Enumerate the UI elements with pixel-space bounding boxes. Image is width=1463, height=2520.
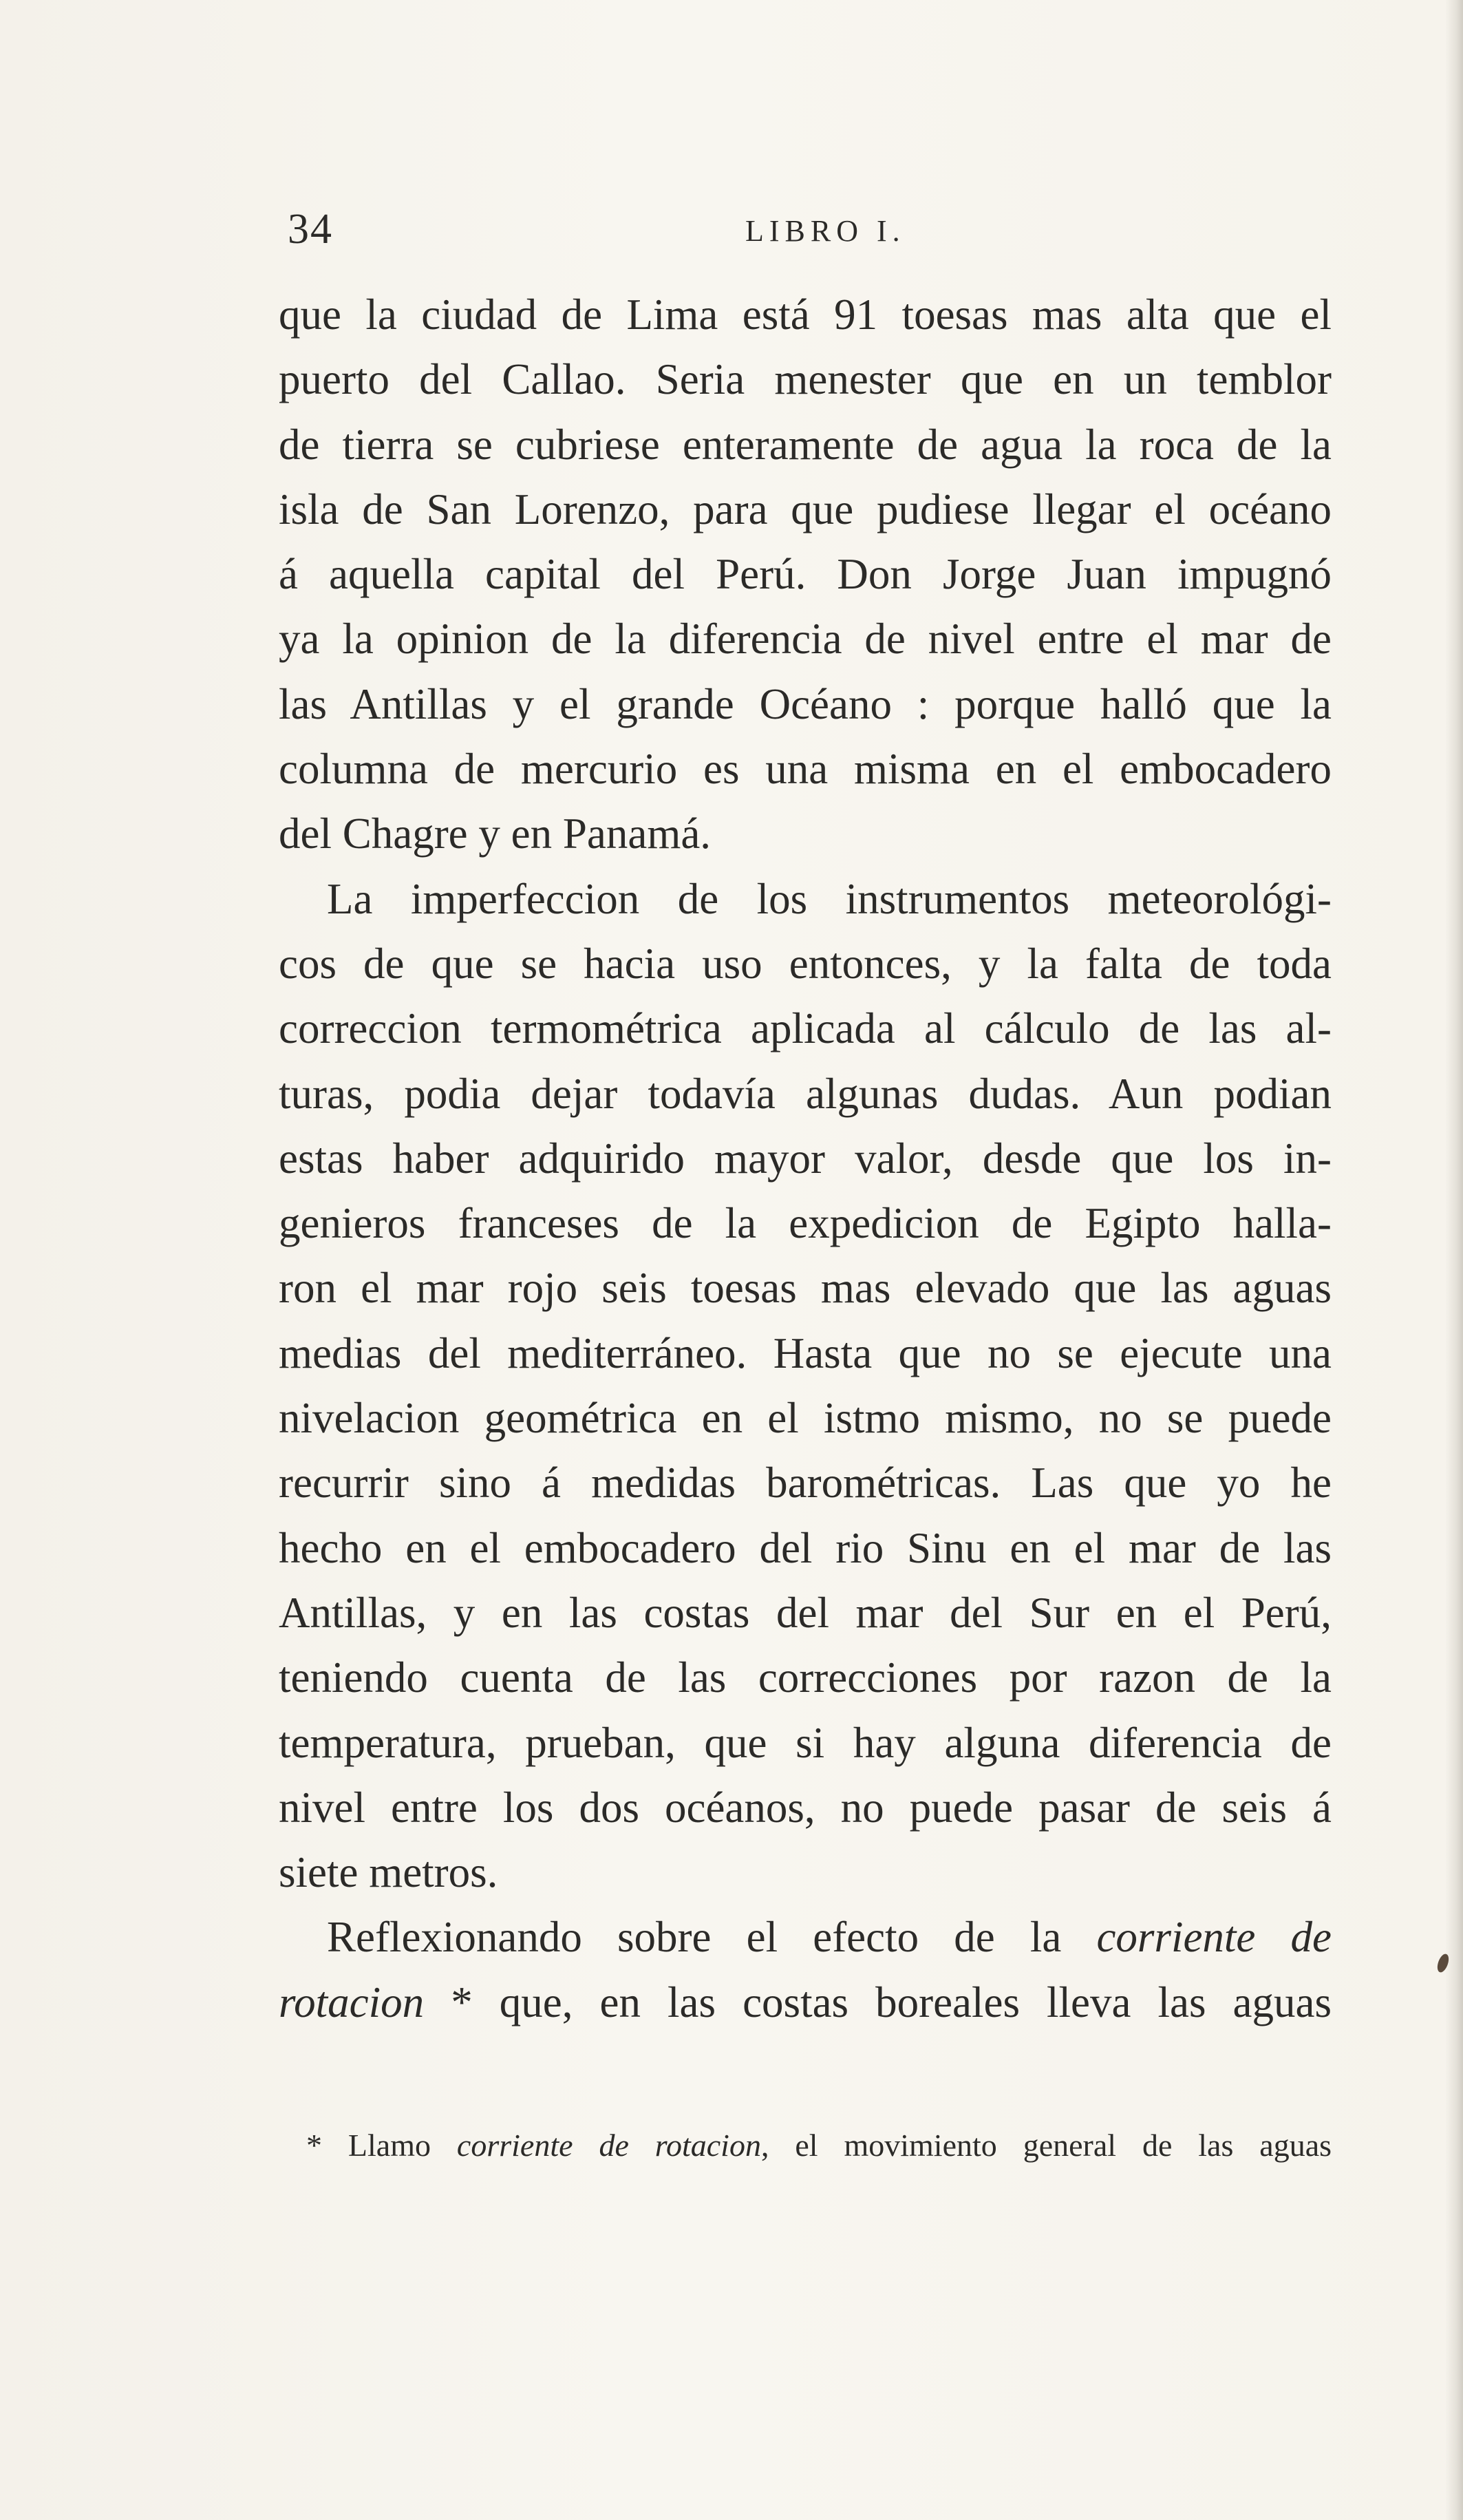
text-line: ron el mar rojo seis toesas mas elevado que las aguas (279, 1264, 1332, 1313)
text-line (279, 1905, 1332, 1969)
text-line: que la ciudad de Lima está 91 toesas mas alta que el (279, 290, 1332, 339)
text-line: La imperfeccion de los instrumentos meteorológi- (327, 874, 1332, 923)
text-span: Reflexionando sobre el efecto de la (327, 1913, 1097, 1962)
running-head: LIBRO I. (745, 214, 906, 248)
text-line: de tierra se cubriese enteramente de agua la roca de la (279, 420, 1332, 469)
text-line: cos de que se hacia uso entonces, y la falta de toda (279, 939, 1332, 988)
footnote (306, 2121, 1332, 2170)
text-line: teniendo cuenta de las correcciones por razon de la (279, 1653, 1332, 1702)
text-span: que, en las costas boreales lleva las aguas (472, 1978, 1332, 2026)
text-line: isla de San Lorenzo, para que pudiese llegar el océano (279, 485, 1332, 533)
body-text (279, 282, 1332, 2035)
text-line: siete metros. (279, 1848, 498, 1897)
footnote-marker: * (306, 2128, 348, 2163)
footnote-text: , el movimiento general de las aguas (760, 2128, 1332, 2163)
text-line: recurrir sino á medidas barométricas. Las que yo he (279, 1459, 1332, 1507)
text-line: nivelacion geométrica en el istmo mismo, no se puede (279, 1394, 1332, 1443)
text-line: puerto del Callao. Seria menester que en un temblor (279, 355, 1332, 404)
page-number: 34 (288, 206, 333, 253)
italic-term: rotacion (279, 1978, 425, 2026)
footnote-text: Llamo (348, 2128, 457, 2163)
text-line: del Chagre y en Panamá. (279, 809, 712, 858)
page-header (288, 205, 1334, 260)
text-line: estas haber adquirido mayor valor, desde que los in- (279, 1134, 1332, 1183)
text-line: columna de mercurio es una misma en el embocadero (279, 745, 1332, 794)
text-line: ya la opinion de la diferencia de nivel entre el mar de (279, 615, 1332, 664)
text-line: genieros franceses de la expedicion de Egipto halla- (279, 1199, 1332, 1248)
text-line (279, 1970, 1332, 2035)
text-line: á aquella capital del Perú. Don Jorge Juan impugnó (279, 550, 1332, 599)
text-line: las Antillas y el grande Océano : porque halló que la (279, 679, 1332, 728)
text-line: hecho en el embocadero del rio Sinu en el mar de las (279, 1523, 1332, 1572)
italic-term: corriente de (1096, 1913, 1332, 1962)
text-line: nivel entre los dos océanos, no puede pasar de seis á (279, 1783, 1332, 1832)
text-line: temperatura, prueban, que si hay alguna diferencia de (279, 1718, 1332, 1767)
text-line: medias del mediterráneo. Hasta que no se ejecute una (279, 1328, 1332, 1377)
footnote-marker: * (424, 1978, 473, 2026)
text-line: turas, podia dejar todavía algunas dudas. Aun podian (279, 1069, 1332, 1118)
text-line: correccion termométrica aplicada al cálculo de las al- (279, 1004, 1332, 1053)
text-line: Antillas, y en las costas del mar del Sur en el Perú, (279, 1588, 1332, 1637)
page-edge-shadow (1445, 0, 1463, 2520)
footnote-italic: corriente de rotacion (456, 2128, 761, 2163)
